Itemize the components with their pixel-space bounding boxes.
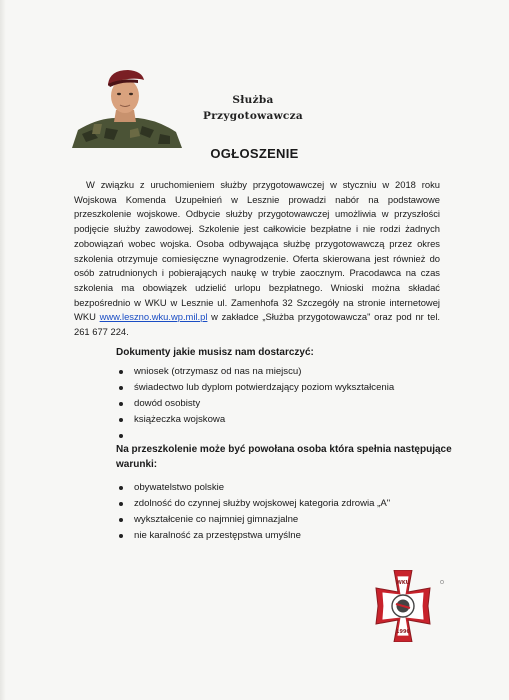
list-item: dowód osobisty bbox=[116, 396, 394, 412]
list-item: wniosek (otrzymasz od nas na miejscu) bbox=[116, 364, 394, 380]
service-title bbox=[198, 92, 308, 124]
list-item: zdolność do czynnej służby wojskowej kategoria zdrowia „A" bbox=[116, 496, 390, 512]
list-item bbox=[116, 428, 394, 444]
list-item: nie karalność za przestępstwa umyślne bbox=[116, 528, 390, 544]
service-title-line2: Przygotowawcza bbox=[203, 110, 303, 122]
requirements-heading bbox=[116, 443, 452, 472]
requirements-heading-line1: Na przeszkolenie może być powołana osoba która spełnia następujące bbox=[116, 444, 452, 455]
scan-edge-shadow bbox=[0, 0, 6, 700]
body-text-end: w zakładce „Służba przygotowawcza" oraz pod nr tel. 261 677 224. bbox=[74, 311, 441, 338]
announcement-title: OGŁOSZENIE bbox=[210, 146, 299, 161]
requirements-list bbox=[116, 480, 390, 544]
body-text-start: W związku z uruchomieniem służby przygotowawczej w styczniu w 2018 roku Wojskowa Komenda Uzupełnień w Lesznie prowadzi nabór na podstawowe przeszkolenie wojskowe. Odbycie służby przygotowawczej umożliwia w przyszłości podjęcie służby zawodowej. Szkolenie jest całkowicie bezpłatne i nie rodzi żadnych zobowiązań wobec wojska. Osoba odbywająca służbę przygotowawczą przez okres szkolenia otrzymuje comiesięczne wynagrodzenie. Oferta skierowana jest również do osób zatrudnionych i pobierających naukę w trybie zaocznym. Pracodawca na czas szkolenia ma obowiązek udzielić urlopu bezpłatnego. Wnioski można składać bezpośrednio w WKU w Lesznie ul. Zamenhofa 32 Szczegóły na stronie internetowej WKU bbox=[74, 179, 440, 323]
wku-cross-emblem-icon bbox=[366, 570, 446, 642]
requirements-heading-line2: warunki: bbox=[116, 458, 158, 470]
list-item: wykształcenie co najmniej gimnazjalne bbox=[116, 512, 390, 528]
list-item: obywatelstwo polskie bbox=[116, 480, 390, 496]
announcement-body bbox=[74, 178, 440, 340]
list-item: książeczka wojskowa bbox=[116, 412, 394, 428]
emblem-top-text: WKU bbox=[396, 580, 410, 586]
header bbox=[72, 64, 303, 148]
emblem-bottom-text: 1990 bbox=[396, 629, 410, 635]
documents-heading: Dokumenty jakie musisz nam dostarczyć: bbox=[116, 347, 314, 358]
service-title-line1: Służba bbox=[232, 94, 274, 106]
soldier-photo-icon bbox=[72, 64, 182, 148]
list-item: świadectwo lub dyplom potwierdzający poziom wykształcenia bbox=[116, 380, 394, 396]
documents-list bbox=[116, 364, 394, 444]
website-link[interactable]: www.leszno.wku.wp.mil.pl bbox=[99, 311, 208, 323]
